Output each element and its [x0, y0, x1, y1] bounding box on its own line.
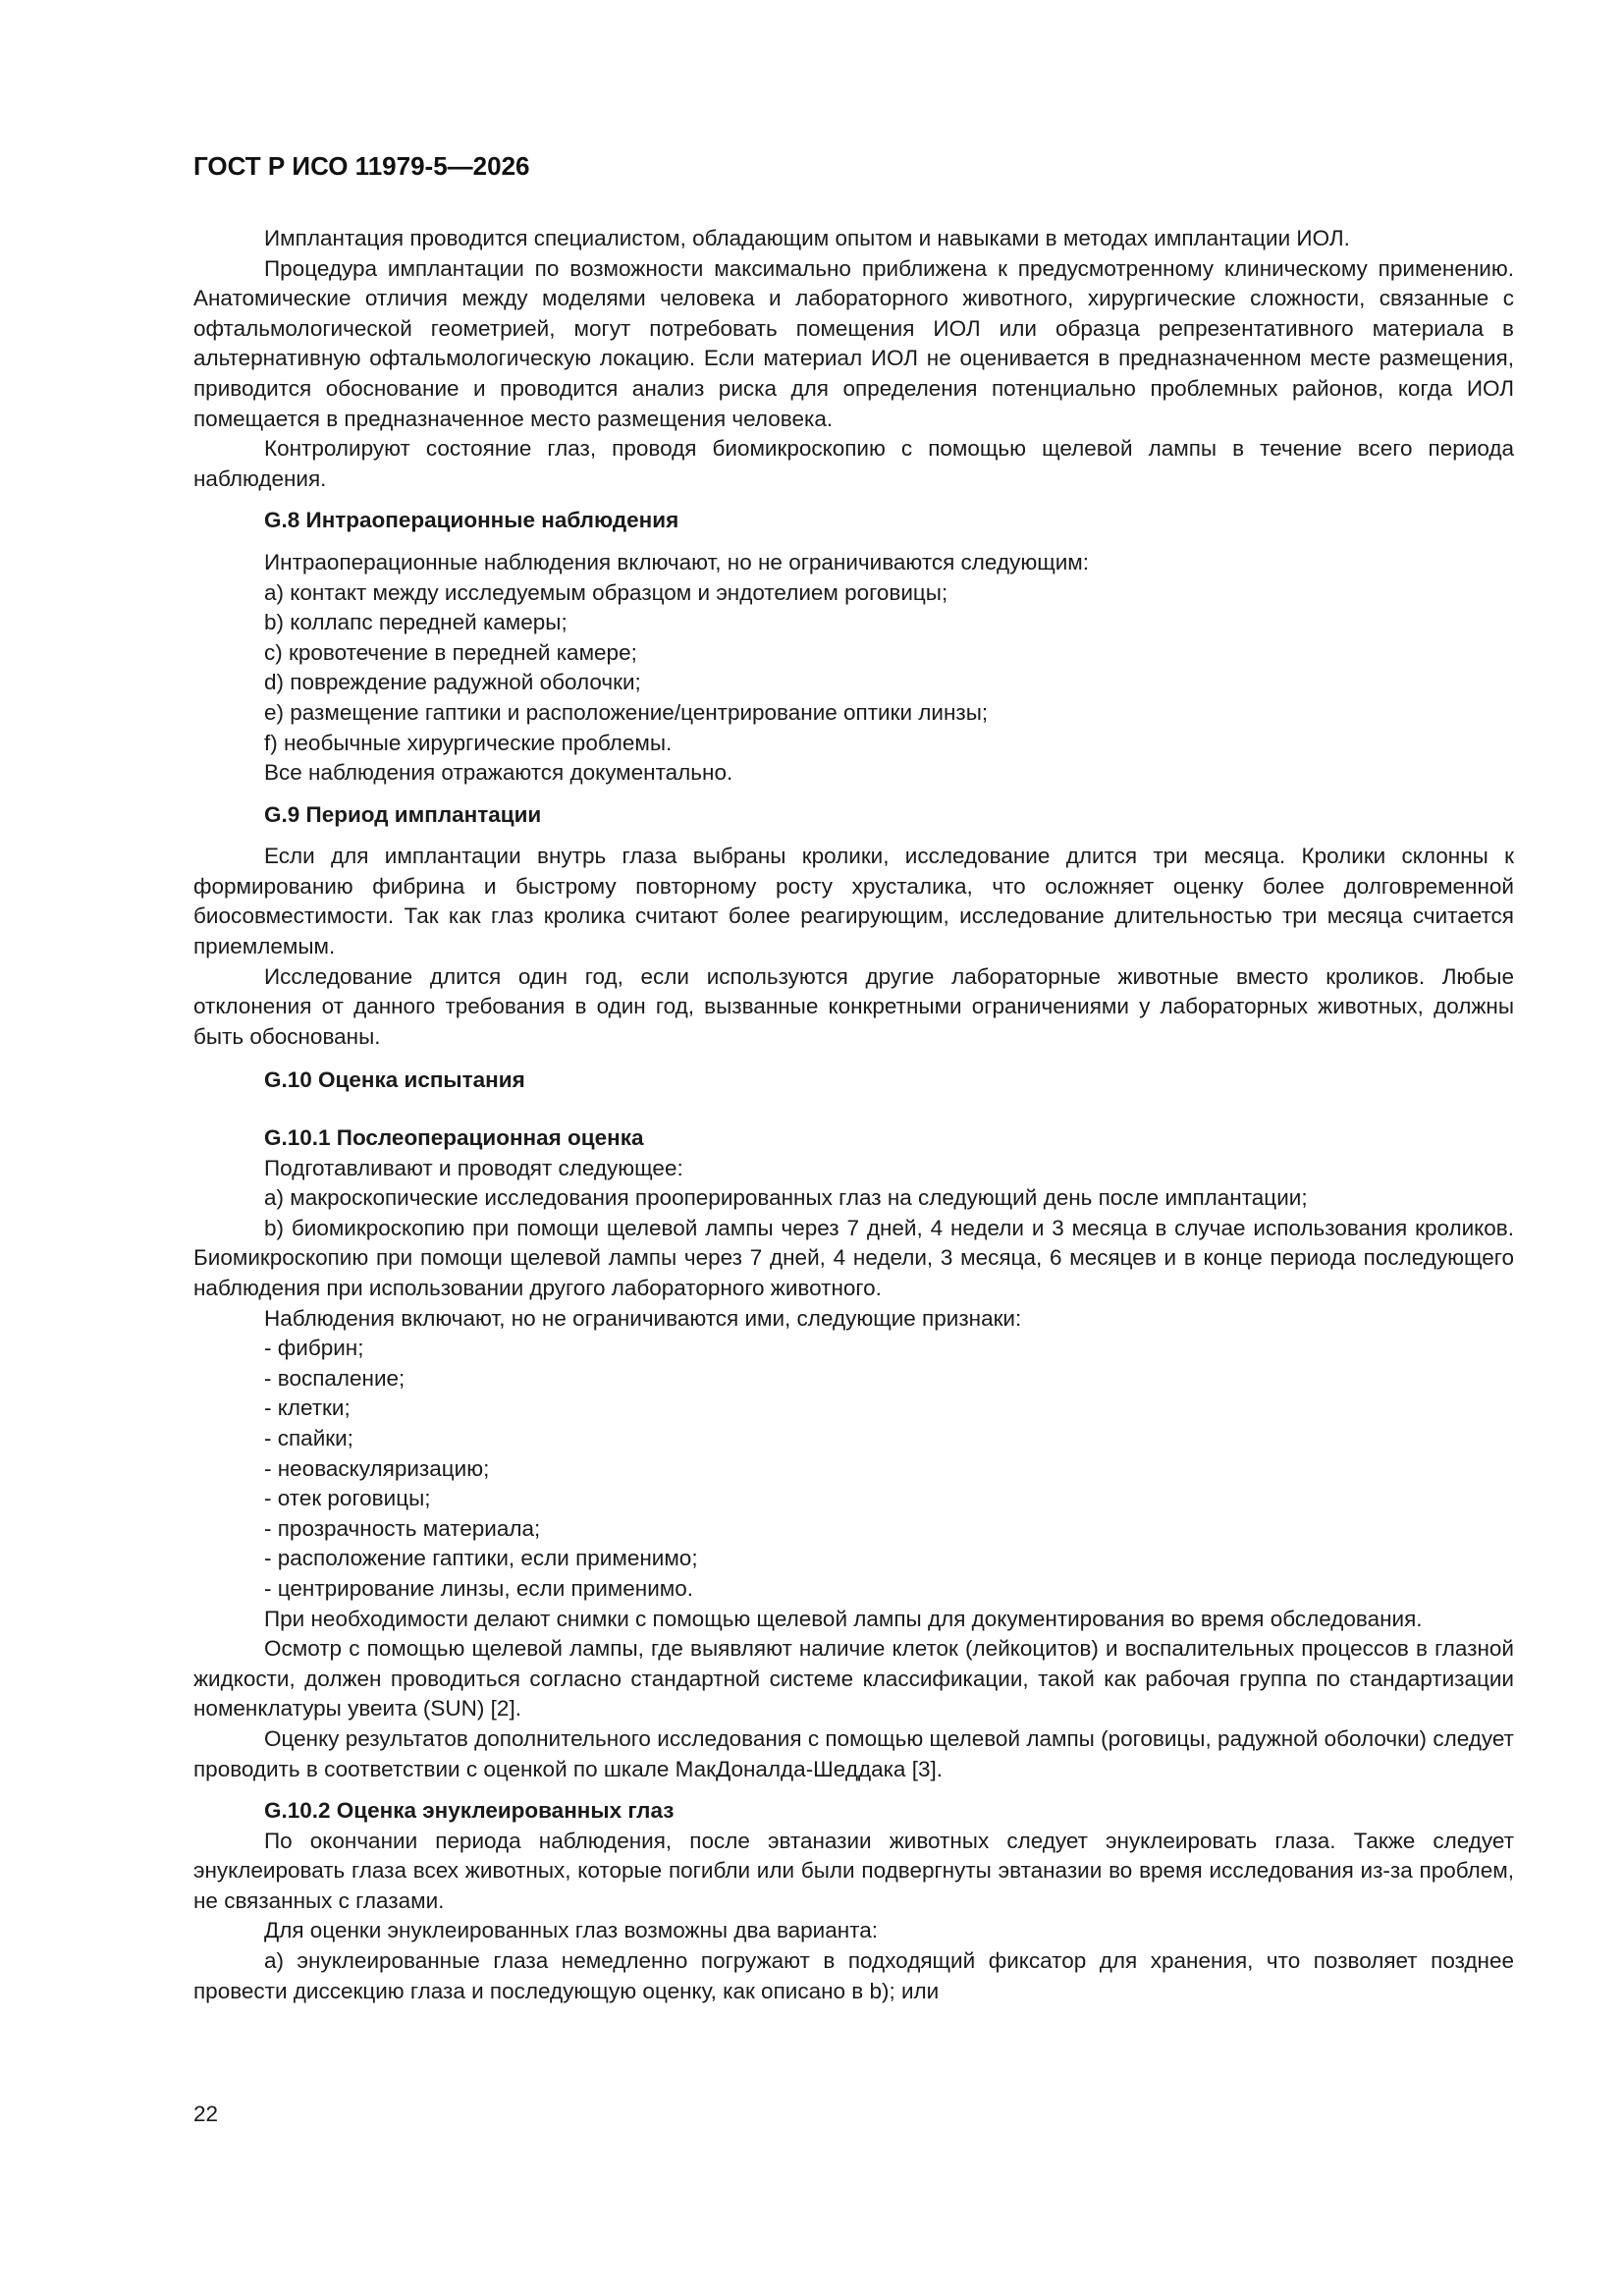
list-item: c) кровотечение в передней камере; [264, 639, 637, 665]
paragraph: Оценку результатов дополнительного исследования с помощью щелевой лампы (роговицы, радужной оболочки) следует проводить в соответствии с оценкой по шкале МакДоналда-Шеддака [3]. [193, 1725, 1514, 1781]
section-heading: G.8 Интраоперационные наблюдения [264, 508, 679, 533]
list-item: f) необычные хирургические проблемы. [264, 730, 673, 755]
list-item: e) размещение гаптики и расположение/центрирование оптики линзы; [264, 699, 989, 725]
bullet-item: - прозрачность материала; [264, 1515, 541, 1541]
list-item: b) коллапс передней камеры; [264, 610, 568, 635]
paragraph: Для оценки энуклеированных глаз возможны два варианта: [264, 1918, 879, 1943]
bullet-item: - расположение гаптики, если применимо; [264, 1546, 698, 1571]
paragraph: Если для имплантации внутрь глаза выбраны кролики, исследование длится три месяца. Кролики склонны к формированию фибрина и быстрому повторному росту хрусталика, что осложняет оценку более долговременной биосовместимости. Так как глаз кролика считают более реагирующим, исследование длительностью три месяца считается приемлемым. [193, 844, 1514, 959]
bullet-item: - клетки; [264, 1395, 351, 1421]
bullet-item: - спайки; [264, 1425, 353, 1450]
document-header: ГОСТ Р ИСО 11979-5—2026 [193, 151, 530, 181]
page-number: 22 [193, 2102, 219, 2126]
paragraph: По окончании периода наблюдения, после эвтаназии животных следует энуклеировать глаза. Также следует энуклеировать глаза всех животных, которые погибли или были подвергнуты эвтаназии во время исследования из-за проблем, не связанных с глазами. [193, 1828, 1514, 1913]
subsection-heading: G.10.2 Оценка энуклеированных глаз [264, 1798, 675, 1824]
paragraph: При необходимости делают снимки с помощью щелевой лампы для документирования во время обследования. [264, 1606, 1423, 1631]
list-item: a) контакт между исследуемым образцом и эндотелием роговицы; [264, 579, 948, 605]
bullet-item: - фибрин; [264, 1336, 364, 1361]
list-item: b) биомикроскопию при помощи щелевой лампы через 7 дней, 4 недели и 3 месяца в случае использования кроликов. Биомикроскопию при помощи щелевой лампы через 7 дней, 4 недели, 3 месяца, 6 месяцев и в конце периода последующего наблюдения при использовании другого лабораторного животного. [193, 1215, 1514, 1300]
paragraph: Все наблюдения отражаются документально. [264, 760, 733, 786]
document-body [193, 224, 1514, 2006]
paragraph: Наблюдения включают, но не ограничиваются ими, следующие признаки: [264, 1305, 1022, 1331]
bullet-item: - отек роговицы; [264, 1486, 431, 1511]
paragraph: Подготавливают и проводят следующее: [264, 1155, 683, 1180]
paragraph: Процедура имплантации по возможности максимально приближена к предусмотренному клиническому применению. Анатомические отличия между моделями человека и лабораторного животного, хирургические сложности, связанные с офтальмологической геометрией, могут потребовать помещения ИОЛ или образца репрезентативного материала в альтернативную офтальмологическую локацию. Если материал ИОЛ не оценивается в предназначенном месте размещения, приводится обоснование и проводится анализ риска для определения потенциально проблемных районов, когда ИОЛ помещается в предназначенное место размещения человека. [193, 255, 1514, 431]
subsection-heading: G.10.1 Послеоперационная оценка [264, 1125, 644, 1151]
paragraph: Осмотр с помощью щелевой лампы, где выявляют наличие клеток (лейкоцитов) и воспалительных процессов в глазной жидкости, должен проводиться согласно стандартной системе классификации, такой как рабочая группа по стандартизации номенклатуры увеита (SUN) [2]. [193, 1636, 1514, 1722]
bullet-item: - воспаление; [264, 1365, 406, 1391]
paragraph: Интраоперационные наблюдения включают, но не ограничиваются следующим: [264, 549, 1090, 574]
paragraph: Имплантация проводится специалистом, обладающим опытом и навыками в методах имплантации ИОЛ. [264, 226, 1350, 250]
bullet-item: - центрирование линзы, если применимо. [264, 1575, 694, 1601]
list-item: d) повреждение радужной оболочки; [264, 670, 641, 695]
list-item: a) макроскопические исследования прооперированных глаз на следующий день после имплантации; [264, 1185, 1308, 1211]
section-heading: G.10 Оценка испытания [264, 1067, 525, 1093]
bullet-item: - неоваскуляризацию; [264, 1455, 490, 1481]
paragraph: Исследование длится один год, если используются другие лабораторные животные вместо кроликов. Любые отклонения от данного требования в один год, вызванные конкретными ограничениями у лабораторных животных, должны быть обоснованы. [193, 963, 1514, 1049]
list-item: a) энуклеированные глаза немедленно погружают в подходящий фиксатор для хранения, что позволяет позднее провести диссекцию глаза и последующую оценку, как описано в b); или [193, 1948, 1514, 2003]
paragraph: Контролируют состояние глаз, проводя биомикроскопию с помощью щелевой лампы в течение всего периода наблюдения. [193, 436, 1514, 491]
section-heading: G.9 Период имплантации [264, 801, 542, 827]
